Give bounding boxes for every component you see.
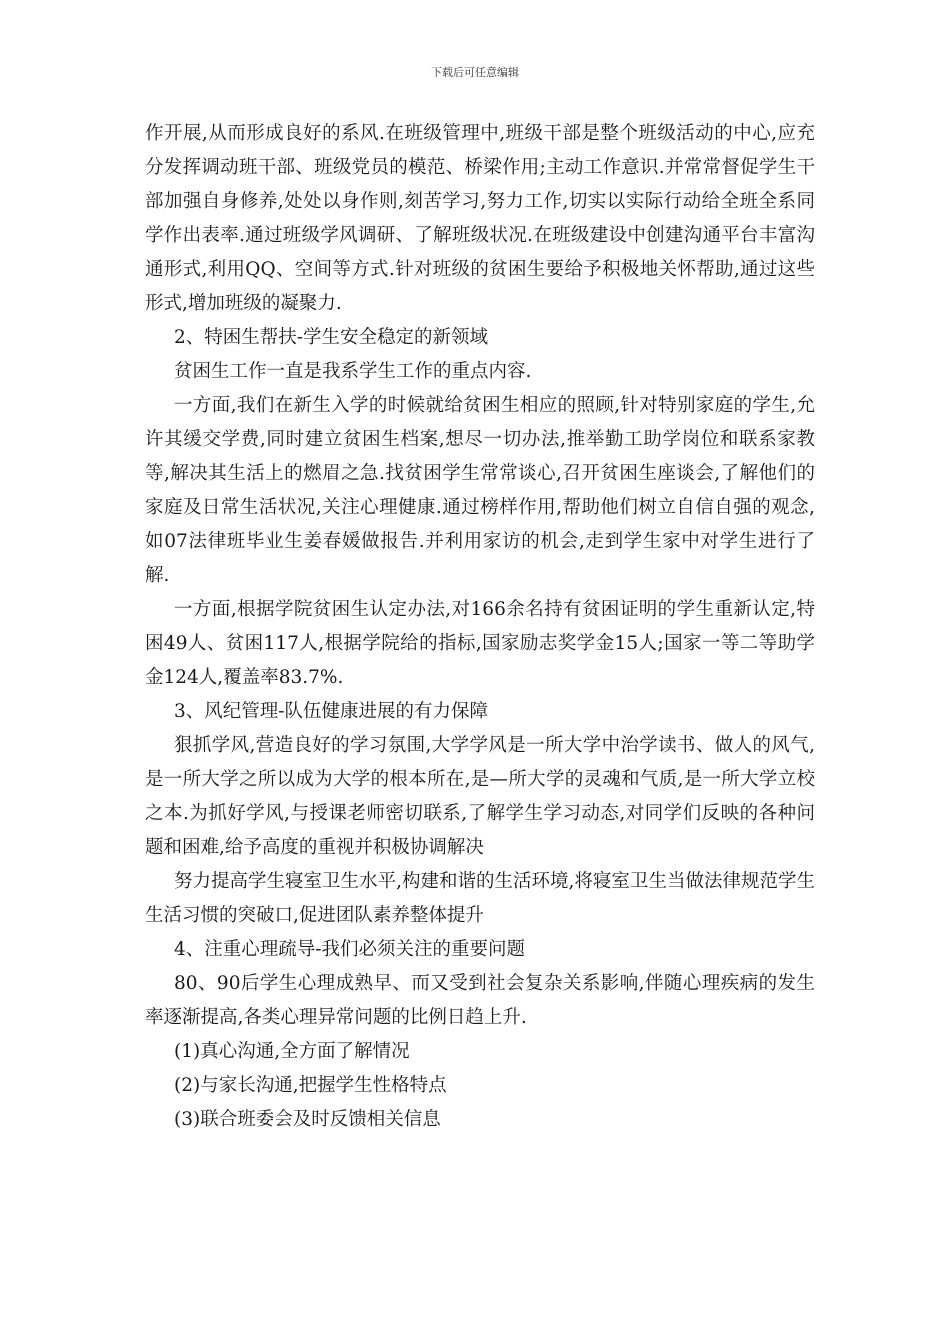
list-item: (1)真心沟通,全方面了解情况	[174, 1041, 410, 1062]
paragraph: 80、90后学生心理成熟早、而又受到社会复杂关系影响,伴随心理疾病的发生率逐渐提高,各类心理异常问题的比例日趋上升.	[145, 973, 815, 1028]
section-heading-2: 2、特困生帮扶-学生安全稳定的新领域	[174, 327, 489, 348]
section-heading-3: 3、风纪管理-队伍健康进展的有力保障	[174, 701, 489, 722]
paragraph: 贫困生工作一直是我系学生工作的重点内容.	[174, 361, 532, 382]
paragraph: 一方面,我们在新生入学的时候就给贫困生相应的照顾,针对特别家庭的学生,允许其缓交学费,同时建立贫困生档案,想尽一切办法,推举勤工助学岗位和联系家教等,解决其生活上的燃眉之急.找贫困学生常常谈心,召开贫困生座谈会,了解他们的家庭及日常生活状况,关注心理健康.通过榜样作用,帮助他们树立自信自强的观念,如07法律班毕业生姜春媛做报告.并利用家访的机会,走到学生家中对学生进行了解.	[145, 395, 815, 586]
list-item: (2)与家长沟通,把握学生性格特点	[174, 1075, 447, 1096]
paragraph: 一方面,根据学院贫困生认定办法,对166余名持有贫困证明的学生重新认定,特困49人、贫困117人,根据学院给的指标,国家励志奖学金15人;国家一等二等助学金124人,覆盖率83.7%.	[145, 599, 815, 688]
paragraph: 狠抓学风,营造良好的学习氛围,大学学风是一所大学中治学读书、做人的风气,是一所大学之所以成为大学的根本所在,是—所大学的灵魂和气质,是一所大学立校之本.为抓好学风,与授课老师密切联系,了解学生学习动态,对同学们反映的各种问题和困难,给予高度的重视并积极协调解决	[145, 735, 815, 858]
page-header: 下载后可任意编辑	[431, 66, 519, 79]
paragraph: 努力提高学生寝室卫生水平,构建和谐的生活环境,将寝室卫生当做法律规范学生生活习惯的突破口,促进团队素养整体提升	[145, 871, 815, 926]
document-body	[145, 117, 815, 1137]
section-heading-4: 4、注重心理疏导-我们必须关注的重要问题	[174, 939, 526, 960]
list-item: (3)联合班委会及时反馈相关信息	[174, 1109, 441, 1130]
paragraph: 作开展,从而形成良好的系风.在班级管理中,班级干部是整个班级活动的中心,应充分发挥调动班干部、班级党员的模范、桥梁作用;主动工作意识.并常常督促学生干部加强自身修养,处处以身作则,刻苦学习,努力工作,切实以实际行动给全班全系同学作出表率.通过班级学风调研、了解班级状况.在班级建设中创建沟通平台丰富沟通形式,利用QQ、空间等方式.针对班级的贫困生要给予积极地关怀帮助,通过这些形式,增加班级的凝聚力.	[145, 123, 815, 314]
